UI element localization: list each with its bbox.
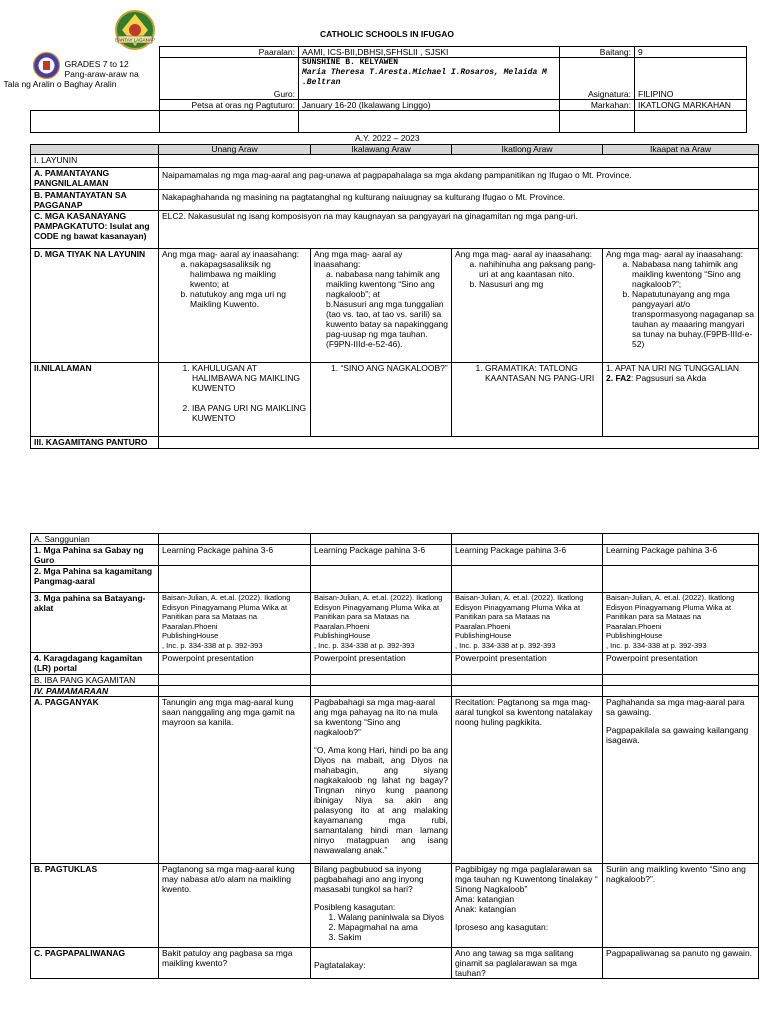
pagtuklas-3-c: Anak: katangian xyxy=(455,904,516,914)
lesson-table-2 xyxy=(30,533,759,979)
batayang-label: 3. Mga pahina sa Batayang-aklat xyxy=(31,593,159,653)
tiyak-day-3 xyxy=(452,249,603,363)
day-1-header: Unang Araw xyxy=(159,145,311,155)
pagtuklas-2-b: Posibleng kasagutan: xyxy=(314,902,396,912)
grades-subtitle-2: Tala ng Aralin o Baghay Aralin xyxy=(3,78,117,89)
nilalaman-1-1: 1. KAHULUGAN AT HALIMBAWA NG MAIKLING KUWENTO xyxy=(192,363,307,393)
nilalaman-day-2: 1. “SINO ANG NAGKALOOB?” xyxy=(311,363,452,437)
day-2-header: Ikalawang Araw xyxy=(311,145,452,155)
pagganyak-day-4 xyxy=(603,697,759,864)
tiyak-intro-3: Ang mga mag- aaral ay inaasahang: xyxy=(455,249,593,259)
tiyak-4-b: b. Napatutunayang ang mga pangyayari at/o transpormasyong nagaganap sa tauhan ay maaaring mangyari sa tunay na buhay.(F9PB-IIId-e-52) xyxy=(632,289,755,349)
pagtuklas-label: B. PAGTUKLAS xyxy=(31,864,159,948)
pagpapaliwanag-day-4: Pagpapaliwanag sa panuto ng gawain. xyxy=(603,948,759,979)
pagtuklas-3-d: Iproseso ang kasagutan: xyxy=(455,922,549,932)
pagtuklas-2-item-2: 2. Mapagmahal na ama xyxy=(338,922,448,932)
gabay-day-3: Learning Package pahina 3-6 xyxy=(452,545,603,566)
karagdagang-day-4: Powerpoint presentation xyxy=(603,653,759,675)
pagganyak-day-1: Tanungin ang mga mag-aaral kung saan nanggaling ang mga gamit na mayroon sa kanila. xyxy=(159,697,311,864)
pagganyak-day-2 xyxy=(311,697,452,864)
guro-name-1: SUNSHINE B. KELYAWEN xyxy=(302,58,399,67)
kagamitan-label: III. KAGAMITANG PANTURO xyxy=(31,437,159,449)
tiyak-day-2 xyxy=(311,249,452,363)
pagpapaliwanag-label: C. PAGPAPALIWANAG xyxy=(31,948,159,979)
batayang-1-c: , Inc. p. 334-338 at p. 392-393 xyxy=(162,640,263,650)
gabay-day-1: Learning Package pahina 3-6 xyxy=(159,545,311,566)
baitang-label: Baitang: xyxy=(560,47,635,58)
header-table xyxy=(3,46,747,133)
pagtuklas-3-b: Ama: katangian xyxy=(455,894,515,904)
tiyak-intro-4: Ang mga mag- aaral ay inaasahang: xyxy=(606,249,744,259)
tiyak-day-4 xyxy=(603,249,759,363)
day-3-header: Ikatlong Araw xyxy=(452,145,603,155)
tiyak-1-b: b. natutukoy ang mga uri ng Maikling Kuwento. xyxy=(190,289,307,309)
pagtuklas-2-item-3: 3. Sakim xyxy=(338,932,448,942)
pagganyak-2-b: “O, Ama kong Hari, hindi po ba ang Diyos na mabait, ang Diyos na mahabagin, ang siyang nagkakaloob ng lahat ng bagay? Tingnan ninyo kung paanong ibinigay Niya sa akin ang palasyong ito at ang malaking kayamanang mga rubi, samantalang hindi man lamang ninyo matagpuan ang isang nawawalang anak.” xyxy=(314,745,448,855)
tiyak-4-a: a. Nababasa nang tahimik ang maikling kwentong “Sino ang nagkaloob?”; xyxy=(632,259,755,289)
pamantayang-label: A. PAMANTAYANG PANGNILALAMAN xyxy=(31,168,159,190)
grades-subtitle: Pang-araw-araw na xyxy=(64,68,139,79)
pagtuklas-3-a: Pagbibigay ng mga paglalarawan sa mga tauhan ng Kuwentong tinalakay “ Sinong Nagkaloob” xyxy=(455,864,598,894)
batayang-2-a: Baisan-Julian, A. et.al. (2022). Ikatlong Edisyon Pinagyamang Pluma Wika at Panitikan para sa Mataas na Paaralan.Phoeni xyxy=(314,593,443,631)
batayang-4-a: Baisan-Julian, A. et.al. (2022). Ikatlong Edisyon Pinagyamang Pluma Wika at Panitikan para sa Mataas na Paaralan.Phoeni xyxy=(606,593,735,631)
tiyak-intro-2: Ang mga mag- aaral ay inaasahang: xyxy=(314,249,403,269)
fa2-text: : Pagsusuri sa Akda xyxy=(631,373,707,383)
kasanayang-label: C. MGA KASANAYANG PAMPAGKATUTO: Isulat ang CODE ng bawat kasanayan) xyxy=(31,211,159,249)
nilalaman-4-2 xyxy=(606,373,755,383)
petsa-label: Petsa at oras ng Pagtuturo: xyxy=(160,100,299,111)
batayang-3-a: Baisan-Julian, A. et.al. (2022). Ikatlong Edisyon Pinagyamang Pluma Wika at Panitikan para sa Mataas na Paaralan.Phoeni xyxy=(455,593,584,631)
day-4-header: Ikaapat na Araw xyxy=(603,145,759,155)
pagpapaliwanag-day-2: Pagtatalakay: xyxy=(311,948,452,979)
pagganyak-4-b: Pagpapakilala sa gawaing kailangang isagawa. xyxy=(606,725,749,745)
gabay-day-2: Learning Package pahina 3-6 xyxy=(311,545,452,566)
batayang-3-c: , Inc. p. 334-338 at p. 392-393 xyxy=(455,640,556,650)
paaralan-value: AAMI, ICS-BII,DBHSI,SFHSLII , SJSKI xyxy=(299,47,560,58)
pagtuklas-day-2 xyxy=(311,864,452,948)
petsa-value: January 16-20 (Ikalawang Linggo) xyxy=(299,100,560,111)
asignatura-value: FILIPINO xyxy=(635,58,747,100)
pagpapaliwanag-day-3: Ano ang tawag sa mga salitang ginamit sa paglalarawan sa mga tauhan? xyxy=(452,948,603,979)
batayang-day-1 xyxy=(159,593,311,653)
layunin-label: I. LAYUNIN xyxy=(31,155,159,168)
guro-names xyxy=(299,58,560,100)
nilalaman-day-1 xyxy=(159,363,311,437)
pagtuklas-2-item-1: 1. Walang paniniwala sa Diyos xyxy=(338,912,448,922)
sanggunian-label: A. Sanggunian xyxy=(31,534,159,545)
fa2-label: 2. FA2 xyxy=(606,373,632,383)
pamamaraan-label: IV. PAMAMARAAN xyxy=(31,686,159,697)
pagtuklas-2-a: Bilang pagbubuod sa inyong pagbabahagi ano ang inyong masasabi tungkol sa hari? xyxy=(314,864,424,894)
tiyak-label: D. MGA TIYAK NA LAYUNIN xyxy=(31,249,159,363)
nilalaman-day-4 xyxy=(603,363,759,437)
tiyak-day-1 xyxy=(159,249,311,363)
pagganyak-2-a: Pagbabahagi sa mga mag-aaral ang mga pahayag na ito na mula sa kwentong “Sino ang nagkaloob?” xyxy=(314,697,438,737)
school-logo xyxy=(104,10,166,50)
tiyak-3-a: a. nahihinuha ang paksang pang-uri at ang kaantasan nito. xyxy=(479,259,599,279)
asignatura-label: Asignatura: xyxy=(560,58,635,100)
pagtuklas-day-4: Suriin ang maikling kwento “Sino ang nagkaloob?”. xyxy=(603,864,759,948)
tiyak-1-a: a. nakapagsasaliksik ng halimbawa ng maikling kwento; at xyxy=(190,259,307,289)
kagamitang-label: 2. Mga Pahina sa kagamitang Pangmag-aaral xyxy=(31,566,159,593)
batayang-day-4 xyxy=(603,593,759,653)
tiyak-2-a: a. nababasa nang tahimik ang maikling kwentong “Sino ang nagkaloob”; at xyxy=(326,269,440,299)
nilalaman-day-3 xyxy=(452,363,603,437)
kasanayang-value: ELC2. Nakasusulat ng isang komposisyon na may kaugnayan sa pangyayari na ginagamitan ng mga pang-uri. xyxy=(159,211,759,249)
tiyak-2-b: b.Nasusuri ang mga tunggalian (tao vs. tao, at tao vs. sarili) sa kuwento batay sa napakinggang pag-uusap ng mga tauhan.(F9PN-IIId-e-52-46). xyxy=(326,299,448,349)
pamantayang-value: Naipamamalas ng mga mag-aaral ang pag-unawa at pagpapahalaga sa mga akdang pampanitikan ng Ifugao o Mt. Province. xyxy=(159,168,759,190)
nilalaman-1-2: 2. IBA PANG URI NG MAIKLING KUWENTO xyxy=(192,403,307,423)
markahan-label: Markahan: xyxy=(560,100,635,111)
batayang-2-c: , Inc. p. 334-338 at p. 392-393 xyxy=(314,640,415,650)
pagganap-value: Nakapaghahanda ng masining na pagtatanghal ng kulturang naiuugnay sa kulturang Ifugao o Mt. Province. xyxy=(159,190,759,211)
paaralan-label: Paaralan: xyxy=(160,47,299,58)
lesson-table-1 xyxy=(30,144,759,449)
markahan-value: IKATLONG MARKAHAN xyxy=(635,100,747,111)
guro-name-2: Maria Theresa T.Aresta.Michael I.Rosaros, Melaida M xyxy=(302,68,547,77)
guro-name-3: .Beltran xyxy=(302,78,341,87)
karagdagang-day-2: Powerpoint presentation xyxy=(311,653,452,675)
school-title: CATHOLIC SCHOOLS IN IFUGAO xyxy=(320,29,454,39)
karagdagang-day-3: Powerpoint presentation xyxy=(452,653,603,675)
logo-ribbon: BANTAY LAGANAP xyxy=(115,37,155,43)
batayang-1-a: Baisan-Julian, A. et.al. (2022). Ikatlong Edisyon Pinagyamang Pluma Wika at Panitikan para sa Mataas na Paaralan.Phoeni xyxy=(162,593,291,631)
baitang-value: 9 xyxy=(635,47,747,58)
tiyak-intro-1: Ang mga mag- aaral ay inaasahang: xyxy=(162,249,300,259)
karagdagang-label: 4. Karagdagang kagamitan (LR) portal xyxy=(31,653,159,675)
batayang-day-3 xyxy=(452,593,603,653)
pagpapaliwanag-day-1: Bakit patuloy ang pagbasa sa mga maikling kwento? xyxy=(159,948,311,979)
gabay-label: 1. Mga Pahina sa Gabay ng Guro xyxy=(31,545,159,566)
nilalaman-3-1: 1. GRAMATIKA: TATLONG KAANTASAN NG PANG-URI xyxy=(485,363,599,383)
karagdagang-day-1: Powerpoint presentation xyxy=(159,653,311,675)
iba-label: B. IBA PANG KAGAMITAN xyxy=(31,675,159,686)
tiyak-3-b: b. Nasusuri ang mg xyxy=(479,279,599,289)
batayang-2-b: PublishingHouse xyxy=(314,631,371,640)
pagtuklas-day-3 xyxy=(452,864,603,948)
batayang-1-b: PublishingHouse xyxy=(162,631,219,640)
pagganap-label: B. PAMANTAYATAN SA PAGGANAP xyxy=(31,190,159,211)
batayang-4-b: PublishingHouse xyxy=(606,631,663,640)
gabay-day-4: Learning Package pahina 3-6 xyxy=(603,545,759,566)
pagtuklas-day-1: Pagtanong sa mga mag-aaral kung may nabasa at/o alam na maikling kwento. xyxy=(159,864,311,948)
school-year: A.Y. 2022 – 2023 xyxy=(355,133,420,143)
pagganyak-label: A. PAGGANYAK xyxy=(31,697,159,864)
nilalaman-label: II.NILALAMAN xyxy=(31,363,159,437)
pagganyak-4-a: Paghahanda sa mga mag-aaral para sa gawaing. xyxy=(606,697,745,717)
batayang-3-b: PublishingHouse xyxy=(455,631,512,640)
grades-title: GRADES 7 to 12 xyxy=(64,58,129,69)
batayang-4-c: , Inc. p. 334-338 at p. 392-393 xyxy=(606,640,707,650)
nilalaman-4-1: 1. APAT NA URI NG TUNGGALIAN xyxy=(606,363,740,373)
batayang-day-2 xyxy=(311,593,452,653)
pagganyak-day-3: Recitation: Pagtanong sa mga mag-aaral tungkol sa kwentong natalakay noong huling pagkikita. xyxy=(452,697,603,864)
guro-label: Guro: xyxy=(160,58,299,100)
